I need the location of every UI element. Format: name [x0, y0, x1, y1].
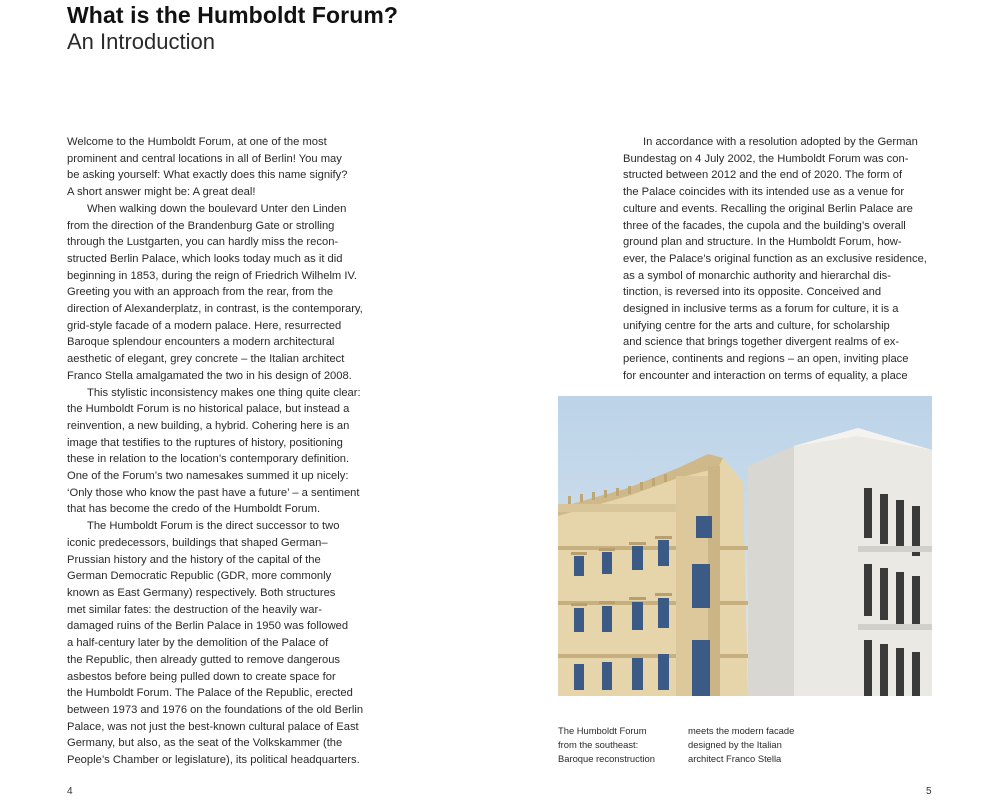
text-line: as a symbol of monarchic authority and hierarchal dis- [623, 269, 892, 282]
text-line: that has become the credo of the Humboldt Forum. [67, 503, 321, 516]
text-line: In accordance with a resolution adopted by the German [643, 136, 918, 148]
text-line: the Republic, then already gutted to remove dangerous [67, 653, 341, 666]
text-line: damaged ruins of the Berlin Palace in 1950 was followed [67, 620, 349, 633]
text-line: Germany, but also, as the seat of the Volkskammer (the [67, 737, 343, 750]
text-line: a half-century later by the demolition of the Palace of [67, 637, 329, 650]
text-line: Greeting you with an approach from the rear, from the [67, 286, 334, 299]
text-line: aesthetic of elegant, grey concrete – the Italian architect [67, 353, 345, 366]
left-text-column [67, 134, 387, 769]
text-line: be asking yourself: What exactly does this name signify? [67, 169, 348, 182]
text-line: from the direction of the Brandenburg Gate or strolling [67, 219, 335, 232]
text-line: structed between 2012 and the end of 2020. The form of [623, 169, 903, 182]
text-line: iconic predecessors, buildings that shaped German– [67, 536, 328, 549]
text-line: image that testifies to the ruptures of history, positioning [67, 436, 343, 449]
text-line: and science that brings together divergent realms of ex- [623, 336, 900, 349]
text-line: for encounter and interaction on terms of equality, a place [623, 369, 908, 382]
text-line: ground plan and structure. In the Humboldt Forum, how- [623, 236, 902, 249]
text-line: these in relation to the location’s contemporary definition. [67, 453, 350, 466]
text-line: through the Lustgarten, you can hardly miss the recon- [67, 236, 339, 249]
text-line: tinction, is reversed into its opposite. Conceived and [623, 286, 882, 299]
text-line: asbestos before being pulled down to create space for [67, 670, 336, 683]
text-line: Palace, was not just the best-known cultural palace of East [67, 720, 359, 733]
text-line: Baroque splendour encounters a modern architectural [67, 336, 335, 349]
text-line: grid-style facade of a modern palace. Here, resurrected [67, 319, 342, 332]
photo-caption-right [688, 724, 794, 767]
text-line: direction of Alexanderplatz, in contrast, is the contemporary, [67, 303, 363, 316]
text-line: culture and events. Recalling the original Berlin Palace are [623, 202, 913, 215]
humboldt-forum-photo [558, 396, 932, 696]
page-title: What is the Humboldt Forum? [67, 2, 399, 28]
text-line: perience, continents and regions – an open, inviting place [623, 353, 909, 366]
text-line: The Humboldt Forum is the direct successor to two [87, 520, 340, 533]
text-line: One of the Forum’s two namesakes summed it up nicely: [67, 470, 349, 483]
caption-line: The Humboldt Forum [558, 725, 647, 736]
text-line: Welcome to the Humboldt Forum, at one of the most [67, 136, 327, 148]
page-subtitle: An Introduction [67, 29, 215, 54]
caption-line: meets the modern facade [688, 725, 795, 736]
text-line: the Palace coincides with its intended use as a venue for [623, 186, 905, 199]
caption-line: Baroque reconstruction [558, 753, 655, 765]
text-line: three of the facades, the cupola and the building’s overall [623, 219, 906, 232]
text-line: beginning in 1853, during the reign of Friedrich Wilhelm IV. [67, 269, 358, 282]
caption-line: architect Franco Stella [688, 753, 782, 765]
building-illustration [558, 396, 932, 696]
text-line: Franco Stella amalgamated the two in his design of 2008. [67, 369, 352, 382]
text-line: designed in inclusive terms as a forum for culture, it is a [623, 303, 899, 316]
text-line: prominent and central locations in all of Berlin! You may [67, 152, 342, 165]
text-line: ever, the Palace’s original function as an exclusive residence, [623, 252, 927, 265]
text-line: Bundestag on 4 July 2002, the Humboldt Forum was con- [623, 152, 909, 165]
text-line: the Humboldt Forum. The Palace of the Republic, erected [67, 687, 353, 700]
text-line: structed Berlin Palace, which looks today much as it did [67, 252, 343, 265]
text-line: ‘Only those who know the past have a future’ – a sentiment [67, 486, 360, 499]
text-line: reinvention, a new building, a hybrid. Cohering here is an [67, 419, 350, 432]
text-line: between 1973 and 1976 on the foundations of the old Berlin [67, 703, 364, 716]
text-line: known as East Germany) respectively. Both structures [67, 586, 336, 599]
caption-line: designed by the Italian [688, 739, 782, 751]
photo-caption-left [558, 724, 655, 767]
caption-line: from the southeast: [558, 739, 639, 751]
text-line: When walking down the boulevard Unter den Linden [87, 202, 347, 215]
right-text-column [623, 134, 943, 385]
page-number-right: 5 [926, 786, 932, 797]
page-number-left: 4 [67, 786, 73, 797]
text-line: met similar fates: the destruction of the heavily war- [67, 603, 322, 616]
text-line: German Democratic Republic (GDR, more commonly [67, 570, 332, 583]
text-line: unifying centre for the arts and culture, for scholarship [623, 319, 890, 332]
text-line: A short answer might be: A great deal! [67, 186, 256, 199]
text-line: People’s Chamber or legislature), its political headquarters. [67, 754, 360, 767]
text-line: the Humboldt Forum is no historical palace, but instead a [67, 403, 350, 416]
text-line: This stylistic inconsistency makes one thing quite clear: [87, 386, 361, 399]
text-line: Prussian history and the history of the capital of the [67, 553, 321, 566]
